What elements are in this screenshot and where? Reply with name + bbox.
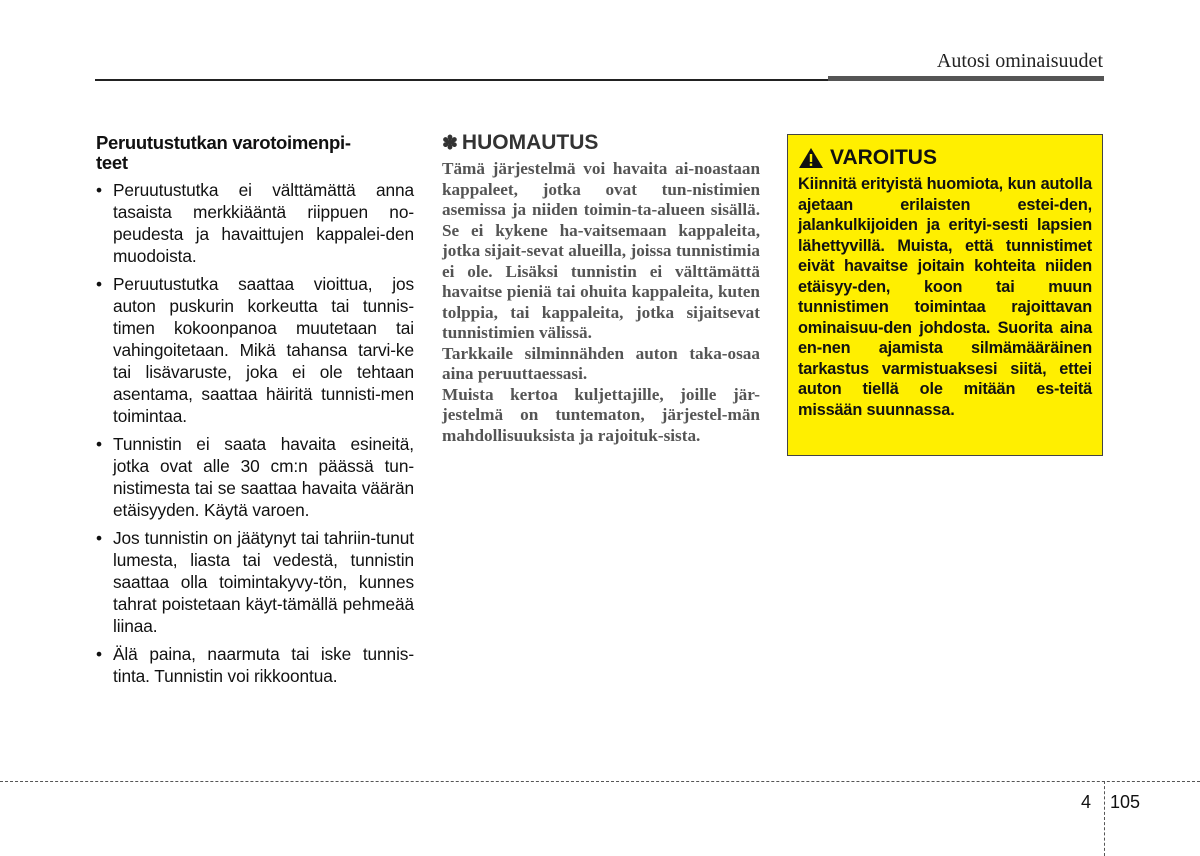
page-number: 105: [1110, 792, 1141, 812]
list-item-text: Tunnistin ei saata havaita esineitä, jotka ovat alle 30 cm:n päässä tun-nistimesta tai se saattaa havaita väärän etäisyyden. Käytä varoen.: [113, 434, 414, 520]
warning-box: [787, 134, 1103, 456]
warning-title: VAROITUS: [830, 146, 937, 169]
list-item: [96, 273, 414, 427]
note-heading: [442, 130, 760, 157]
note-paragraph: Tämä järjestelmä voi havaita ai-noastaan kappaleet, jotka ovat tun-nistimien asemissa ja niiden toimin-ta-alueen sisällä. Se ei kykene ha-vaitsemaan kappaleita, jotka sijait-sevat alueilla, joissa tunnistimia ei ole. Lisäksi tunnistin ei välttämättä havaitse pieniä tai ohuita kappaleita, kuten tolppia, tai kappaleita, jotka sijaitsevat tunnistimien välissä.: [442, 159, 760, 342]
footer-divider: [0, 781, 1200, 782]
list-item-text: Jos tunnistin on jäätynyt tai tahriin-tunut lumesta, liasta tai vedestä, tunnistin saattaa olla toimintakyvy-tön, kunnes tahrat poistetaan käyt-tämällä pehmeää liinaa.: [113, 528, 414, 636]
asterisk-icon: ✽: [442, 133, 458, 154]
header-title: Autosi ominaisuudet: [936, 50, 1103, 72]
precautions-heading: [96, 133, 414, 173]
precautions-section: [96, 133, 414, 693]
precautions-list: [96, 179, 414, 687]
list-item-text: Älä paina, naarmuta tai iske tunnis-tinta. Tunnistin voi rikkoontua.: [113, 644, 414, 686]
bullet-icon: •: [96, 434, 102, 454]
header-rule: [95, 79, 830, 81]
list-item-text: Peruutustutka ei välttämättä anna tasaista merkkiääntä riippuen no-peudesta ja havaittujen kappalei-den muodoista.: [113, 180, 414, 266]
bullet-icon: •: [96, 274, 102, 294]
list-item: [96, 643, 414, 687]
precautions-heading-line-2: teet: [96, 152, 128, 173]
header-rule-accent: [828, 76, 1104, 81]
note-paragraph: Tarkkaile silminnähden auton taka-osaa aina peruuttaessasi.: [442, 343, 760, 383]
list-item-text: Peruutustutka saattaa vioittua, jos auton puskurin korkeutta tai tunnis-timen kokoonpanoa muutetaan tai vahingoitetaan. Mikä tahansa tarvi-ke tai lisävaruste, joka ei ole tehtaan asentama, saattaa häiritä tunnisti-men toimintaa.: [113, 274, 414, 426]
chapter-number: 4: [1081, 792, 1092, 812]
bullet-icon: •: [96, 180, 102, 200]
warning-triangle-icon: [798, 147, 824, 169]
list-item: [96, 179, 414, 267]
footer-vertical-divider: [1104, 781, 1105, 856]
warning-header: [798, 145, 1092, 171]
list-item: [96, 433, 414, 521]
precautions-heading-line-1: Peruutustutkan varotoimenpi-: [96, 132, 351, 153]
note-heading-text: HUOMAUTUS: [461, 131, 599, 154]
list-item: [96, 527, 414, 637]
bullet-icon: •: [96, 528, 102, 548]
warning-text: Kiinnitä erityistä huomiota, kun autolla ajetaan erilaisten estei-den, jalankulkijoiden ja erityi-sesti lapsien lähettyvillä. Muista, että tunnistimet eivät havaitse joitain kohteita niiden etäisyy-den, koon tai muun tunnistimen toimintaa rajoittavan ominaisuu-den johdosta. Suorita aina en-nen ajamista silmämääräinen tarkastus varmistuaksesi siitä, ettei auton tiellä ole mitään es-teitä missään suunnassa.: [798, 175, 1092, 419]
note-section: [442, 130, 760, 446]
bullet-icon: •: [96, 644, 102, 664]
note-paragraph: Muista kertoa kuljettajille, joille jär-jestelmä on tuntematon, järjestel-män mahdollisuuksista ja rajoituk-sista.: [442, 384, 760, 445]
